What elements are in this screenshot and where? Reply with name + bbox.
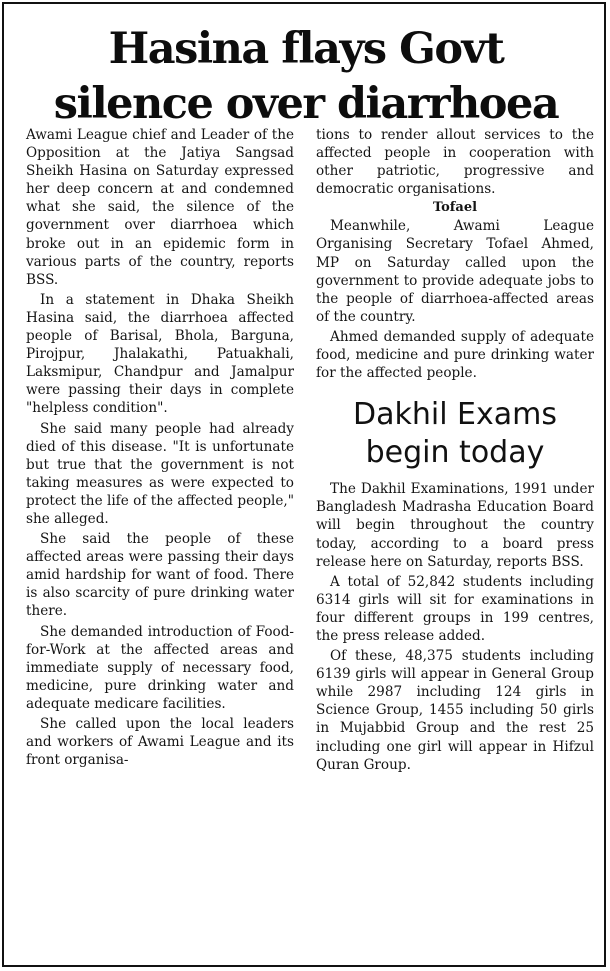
paragraph: In a statement in Dhaka Sheikh Hasina said, the diarrhoea affected people of Barisal, Bhola, Barguna, Pirojpur, Jhalakathi, Patuakhali, Laksmipur, Chandpur and Jamalpur were passing their days in complete "helpless condition". <box>26 291 294 417</box>
paragraph: Meanwhile, Awami League Organising Secretary Tofael Ahmed, MP on Saturday called upon the government to provide adequate jobs to the people of diarrhoea-affected areas of the country. <box>316 218 594 325</box>
paragraph: She called upon the local leaders and workers of Awami League and its front organisa- <box>26 716 294 769</box>
paragraph-continuation: tions to render allout services to the affected people in cooperation with other patriotic, progressive and democratic organisations. <box>316 127 594 198</box>
paragraph: Awami League chief and Leader of the Opposition at the Jatiya Sangsad Sheikh Hasina on Saturday expressed her deep concern at and condemned what she said, the silence of the government over diarrhoea which broke out in an epidemic form in various parts of the country, reports BSS. <box>26 127 294 288</box>
right-column <box>316 126 594 776</box>
paragraph: She demanded introduction of Food-for-Work at the affected areas and immediate supply of necessary food, medicine, pure drinking water and adequate medicare facilities. <box>26 623 294 712</box>
subhead-tofael: Tofael <box>432 200 478 216</box>
second-story-title: Dakhil Exams begin today <box>352 397 558 471</box>
headline-line-2: silence over diarrhoea <box>53 79 559 129</box>
paragraph: The Dakhil Examinations, 1991 under Bangladesh Madrasha Education Board will begin throughout the country today, according to a board press release here on Saturday, reports BSS. <box>316 481 594 570</box>
paragraph: A total of 52,842 students including 6314 girls will sit for examinations in four different groups in 199 centres, the press release added. <box>316 573 594 644</box>
paragraph: She said many people had already died of this disease. "It is unfortunate but true that the government is not taking measures as were expected to protect the life of the affected people," she alleged. <box>26 420 294 527</box>
paragraph: She said the people of these affected areas were passing their days amid hardship for want of food. There is also scarcity of pure drinking water there. <box>26 531 294 620</box>
headline <box>4 22 608 132</box>
headline-line-1: Hasina flays Govt <box>108 24 504 74</box>
paragraph: Ahmed demanded supply of adequate food, medicine and pure drinking water for the affected people. <box>316 328 594 382</box>
paragraph: Of these, 48,375 students including 6139 girls will appear in General Group while 2987 including 124 girls in Science Group, 1455 including 50 girls in Mujabbid Group and the rest 25 including one girl will appear in Hifzul Quran Group. <box>316 648 594 773</box>
left-column <box>26 126 294 771</box>
